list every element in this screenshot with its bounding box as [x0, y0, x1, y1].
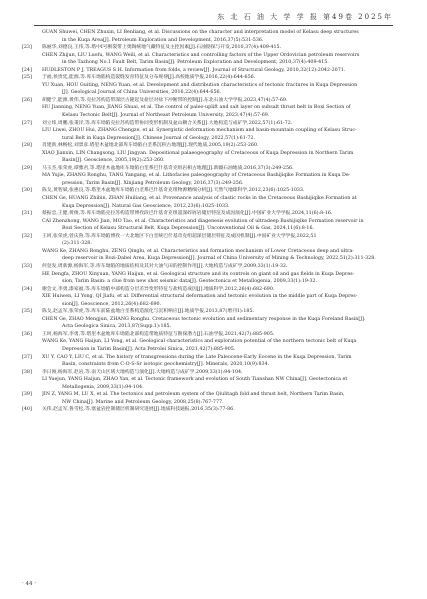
- reference-entry: [22, 218, 409, 233]
- reference-text: [42, 248, 409, 263]
- reference-line: Kelasu Tectonic Belt[J]. Journal of Northeast Petroleum University, 2023,47(4):57-69.: [62, 113, 270, 119]
- reference-line: sion, Tarim Basin: a clue from new shot seismic data[J]. Geotectonica et Metallogenia, 2009,33(1):19-32.: [62, 279, 318, 285]
- reference-line: CHEN Ge, HUANG Zhibin, ZHAN Huiliang, et al. Provenance analysis of clastic rocks in the Cretaceous Bashijiqike Formation at: [42, 196, 357, 202]
- reference-line: HUDLESTON P J, TREAGUS S H. Information from folds, a review[J]. Journal of Structural Geology, 2010,32(12):2042-2071.: [42, 67, 346, 73]
- reference-entry: [22, 391, 409, 406]
- reference-entry: [22, 74, 409, 82]
- reference-text: [42, 104, 409, 119]
- reference-number: [39]: [22, 392, 32, 398]
- reference-entry: [22, 369, 409, 377]
- reference-text: [42, 52, 409, 67]
- reference-entry: [22, 172, 409, 187]
- reference-entry: [22, 142, 409, 150]
- reference-text: [42, 127, 409, 142]
- reference-number: [35]: [22, 309, 32, 315]
- reference-number: [36]: [22, 331, 32, 337]
- reference-entry: [22, 120, 409, 128]
- reference-line: [J]. Geological Journal of China Universities, 2016,22(4):644-656.: [62, 90, 222, 96]
- reference-text: [42, 406, 409, 414]
- page-header: [0, 0, 427, 26]
- reference-line: pression, Tarim Basin[J]. Xinjiang Petroleum Geology, 2016,37(3):249-256.: [62, 180, 244, 186]
- reference-text: [42, 165, 409, 173]
- reference-entry: [22, 104, 409, 119]
- reference-list: [22, 29, 409, 414]
- reference-number: [30]: [22, 188, 32, 194]
- reference-number: [40]: [22, 407, 32, 413]
- reference-line: in the Kuqa Area[J]. Petroleum Exploration and Development, 2016,37(5):531-536.: [62, 37, 264, 43]
- reference-line: 蔡振忠,王健,黄俊,等.库车坳陷克拉苏构造带博孜段巴什基奇克组超深碎屑岩储层特征及成因演化[J].中国矿业大学学报,2024,11(6):8-16.: [42, 211, 333, 217]
- reference-entry: [22, 308, 409, 316]
- reference-text: [42, 391, 409, 406]
- reference-number: [27]: [22, 120, 32, 126]
- reference-entry: [22, 233, 409, 248]
- reference-line: XIAO Jianxin, LIN Changsong, LIU Jingyan. Depositional palaeogeography of Cretaceous of Kuqa Depression in Northern Tarim: [42, 150, 354, 156]
- reference-number: [25]: [22, 75, 32, 81]
- reference-entry: [22, 97, 409, 105]
- reference-number: [33]: [22, 263, 32, 269]
- reference-line: sion[J]. Geoscience, 2012,26(4):682-690.: [62, 301, 162, 307]
- reference-line: YU Xuan, HOU Guiting, NENG Yuan, et al. Development and distribution characteristics of tectonic fractures in Kuqa Depression: [42, 82, 358, 88]
- reference-text: [42, 44, 409, 52]
- reference-text: [42, 142, 409, 150]
- reference-line: WANG Ke, YANG Haijun, LI Yong, et al. Geological characteristics and exploration potential of the northern tectonic belt of Kuqa: [42, 339, 357, 345]
- reference-line: LI Yuejun, YANG Haijun, ZHAO Yan, et al. Tectonic framework and evolution of South Tianshan NW China[J]. Geotectonica et: [42, 377, 348, 383]
- reference-number: [26]: [22, 97, 32, 103]
- reference-line: NW China[J]. Marine and Petroleum Geology, 2008,25(8):767-777.: [62, 399, 224, 405]
- reference-text: [42, 195, 409, 210]
- reference-number: [31]: [22, 211, 32, 217]
- reference-line: LIU Liwei, ZHOU Hui, ZHANG Chengze, et al. Synergistic deformation mechanism and basin-mountain coupling of Kelasu Struc-: [42, 128, 357, 134]
- reference-entry: [22, 248, 409, 263]
- reference-line: tural Belt in Kuqa Depression[J]. Chinese Journal of Geology, 2022,57(1):61-72.: [62, 135, 255, 141]
- reference-number: [29]: [22, 165, 32, 171]
- reference-text: [42, 29, 409, 44]
- reference-line: GUAN Shuwei, CHEN Zhuxin, LI Benliang, et al. Discussions on the character and interpretation model of Kelasu deep structures: [42, 30, 359, 35]
- reference-text: [42, 172, 409, 187]
- reference-text: [42, 218, 409, 233]
- reference-line: Bozi Section of Kelasu Structural Belt, Kuqa Depression[J]. Unconventional Oil & Gas, 2024,11(6):8-16.: [62, 226, 315, 232]
- reference-text: [42, 120, 409, 128]
- reference-entry: [22, 210, 409, 218]
- reference-line: Acta Geologica Sinica, 2013,87(Supp.1):185.: [62, 324, 172, 330]
- reference-line: CHEN Ge, ZHAO Mengjun, ZHANG Ronghu. Cretaceous tectonic evolution and sedimentary response in the Kuqa Foreland Basin[J].: [42, 316, 366, 322]
- reference-entry: [22, 286, 409, 294]
- reference-number: [34]: [22, 286, 32, 292]
- reference-entry: [22, 354, 409, 369]
- reference-line: XU Y, CAO Y, LIU C, et al. The history of transgressions during the Late Paleocene-Early Eocene in the Kuqa Depression, Tarim: [42, 354, 352, 360]
- reference-line: 陈戈,赵孟军,张荣虎,等.库车前陆盆地白垩系构造演化与沉积响应[J].地质学报,2013,87(增刊1):185.: [42, 309, 255, 315]
- reference-line: 肖建新,林畅松,刘景彦.塔里木盆地北部库车坳陷白垩系沉积古地理[J].现代地质,2005,19(2):253-260.: [42, 143, 259, 149]
- reference-line: Basin, constraints from C-O-S-Sr isotopic geochemistry[J]. Minerals, 2020,10(9):834.: [62, 362, 270, 368]
- reference-text: [42, 338, 409, 353]
- reference-entry: [22, 67, 409, 75]
- reference-text: [42, 150, 409, 165]
- reference-text: [42, 308, 409, 316]
- reference-text: [42, 376, 409, 391]
- reference-line: 王珂,杨海军,李勇,等.塔里木盆地库车坳陷北部构造带地质特征与勘探潜力[J].石油学报,2021,42(7):885-905.: [42, 331, 275, 337]
- reference-text: [42, 187, 409, 195]
- reference-text: [42, 97, 409, 105]
- reference-text: [42, 293, 409, 308]
- reference-entry: [22, 195, 409, 210]
- reference-entry: [22, 127, 409, 142]
- reference-number: [37]: [22, 354, 32, 360]
- reference-line: 陈丽华,刘德良,王伟,等.塔中Ⅰ号断裂带上奥陶统地气藏特征及主控因素[J].石油勘探与开发,2010,37(4):409-415.: [42, 45, 282, 51]
- reference-text: [42, 82, 409, 97]
- reference-line: Kuqa Depression[J]. Natural Gas Geoscience, 2012,23(6):1025-1033.: [62, 203, 230, 209]
- reference-entry: [22, 44, 409, 52]
- reference-line: Metallogenia, 2009,33(1):94-104.: [62, 384, 144, 390]
- reference-text: [42, 263, 409, 271]
- reference-number: [24]: [22, 67, 32, 73]
- reference-line: 于福,侯贵廷,能源,等.库车坳陷构造裂缝发育特征及分布规律[J].高校地质学报,2016,22(4):644-656.: [42, 75, 256, 81]
- reference-text: [42, 331, 409, 339]
- reference-line: 谢会文,李勇,漆家福,等.库车坳陷中部构造分层差异变形特征与盐构造成因[J].地质科学,2012,26(4):682-690.: [42, 286, 275, 292]
- reference-text: [42, 271, 409, 286]
- reference-text: [42, 74, 409, 82]
- reference-text: [42, 316, 409, 331]
- reference-text: [42, 67, 409, 75]
- reference-line: CAI Zhenzhong, WANG Jian, MO Tao, et al. Characteristics and diagenesis evolution of ultradeep Bashijiqike Formation reservoir in: [42, 218, 364, 224]
- reference-entry: [22, 338, 409, 353]
- page-number: · 44 ·: [22, 581, 36, 587]
- reference-entry: [22, 406, 409, 414]
- reference-line: Depression in Tarim Basin[J]. Acta Petrolei Sinica, 2021,42(7):885-905.: [62, 346, 236, 352]
- reference-text: [42, 286, 409, 294]
- reference-entry: [22, 263, 409, 271]
- reference-line: MA Yujie, ZHANG Ronghu, TANG Yangang, et al. Lithofacies paleogeography of Cretaceous Bashijiqike Formation in Kuqa De-: [42, 173, 351, 179]
- reference-text: [42, 210, 409, 218]
- reference-line: Basin[J]. Geoscience, 2005,19(2):253-260.: [62, 158, 165, 164]
- journal-title: 东 北 石 油 大 学 学 报 第49卷 2025年: [217, 13, 393, 21]
- reference-line: 关伟,赵孟军,鲁雪松,等.塞盆岩控制储层机制研究进展[J].地质科技通报,2016,35(3):77-86.: [42, 407, 235, 413]
- reference-line: WANG Ke, ZHANG Ronghu, ZENG Qinglu, et al. Characteristics and formation mechanism of Lower Cretaceous deep and ultra-: [42, 248, 354, 254]
- reference-text: [42, 354, 409, 369]
- reference-number: [28]: [22, 143, 32, 149]
- reference-entry: [22, 165, 409, 173]
- reference-text: [42, 369, 409, 377]
- reference-line: XIE Huiwen, LI Yong, QI Jiafu, et al. Differential structural deformation and tectonic evolution in the middle part of Kuqa Depres-: [42, 294, 358, 300]
- reference-number: [32]: [22, 233, 32, 239]
- reference-number: [38]: [22, 369, 32, 375]
- reference-line: 马玉杰,张荣虎,谭雅君,等.塔里木盆地库车坳陷白垩系巴什基奇克组岩相古地理[J].新疆石油地质,2016,37(3):249-256.: [42, 165, 294, 171]
- reference-entry: [22, 316, 409, 331]
- reference-line: 陈戈,黄智斌,张惠良,等.塔里木盆地库车坳陷白垩系巴什基奇克组物源精细分析[J].天然气地球科学,2012,23(6):1025-1033.: [42, 188, 305, 194]
- reference-number: [23]: [22, 45, 32, 51]
- reference-line: 何登发,周新源,杨海军,等.库车坳陷的地质结构及其对大油气田的控制作用[J].大地构造与成矿学,2009,33(1):19-32.: [42, 263, 288, 269]
- reference-entry: [22, 271, 409, 286]
- reference-entry: [22, 376, 409, 391]
- reference-entry: [22, 52, 409, 67]
- reference-line: 李曰俊,杨海军,赵岩,等.南天山区域大地构造与演化[J].大地构造与成矿学,2009,33(1):94-104.: [42, 369, 243, 375]
- header-rule: [34, 25, 393, 26]
- reference-entry: [22, 82, 409, 97]
- reference-entry: [22, 293, 409, 308]
- reference-line: CHEN Zhijun, LIU Luofu, WANG Weili, et al. Characteristics and controlling factors of the Upper Ordovician petroleum reservoirs: [42, 52, 360, 58]
- reference-line: HU Jianning, NENG Yuan, JIANG Shuai, et al. The control of paleo-uplift and salt layer on subsalt thrust belt in Boxi Section of: [42, 105, 351, 111]
- reference-entry: [22, 187, 409, 195]
- reference-entry: [22, 29, 409, 44]
- reference-line: 王珂,张荣虎,曾庆鲁,等.库车坳陷博孜一大北地区下白垩统巴什基奇克组超深层储层特征及成因机制[J].中国矿业大学学报,2022,51: [42, 233, 317, 239]
- reference-line: JIN Z, YANG M, LU X, et al. The tectonics and petroleum system of the Qiulitagh fold and thrust belt, Northern Tarim Basin,: [42, 392, 345, 398]
- reference-line: in the Tazhong No.1 Fault Belt, Tarim Basin[J]. Petroleum Exploration and Development, 2010,37(4):409-415.: [62, 60, 329, 66]
- reference-line: deep reservoir in Bozi-Dabei Area, Kuqa Depression[J]. Journal of China University of Mining & Technology, 2022,51(2):311-328.: [62, 256, 376, 262]
- reference-line: (2):311-328.: [62, 241, 92, 247]
- reference-entry: [22, 150, 409, 165]
- reference-line: 刘立炜,周鹏,张秉洋,等.库车坳陷克拉苏构造带协同变形机制及盆山耦合关系[J].大地构造与成矿学,2022,57(1):61-72.: [42, 120, 293, 126]
- reference-line: 胡健宁,能源,黄伟,等.克拉苏构造带深层古隆起及盐层对盐下冲断带的控制[J].东北石油大学学报,2023,47(4):57-69.: [42, 97, 288, 103]
- reference-entry: [22, 331, 409, 339]
- reference-line: HE Dengfa, ZHOU Xinyuan, YANG Haijun, et al. Geological structure and its controls on giant oil and gas fields in Kuqa Depres-: [42, 271, 355, 277]
- reference-text: [42, 233, 409, 248]
